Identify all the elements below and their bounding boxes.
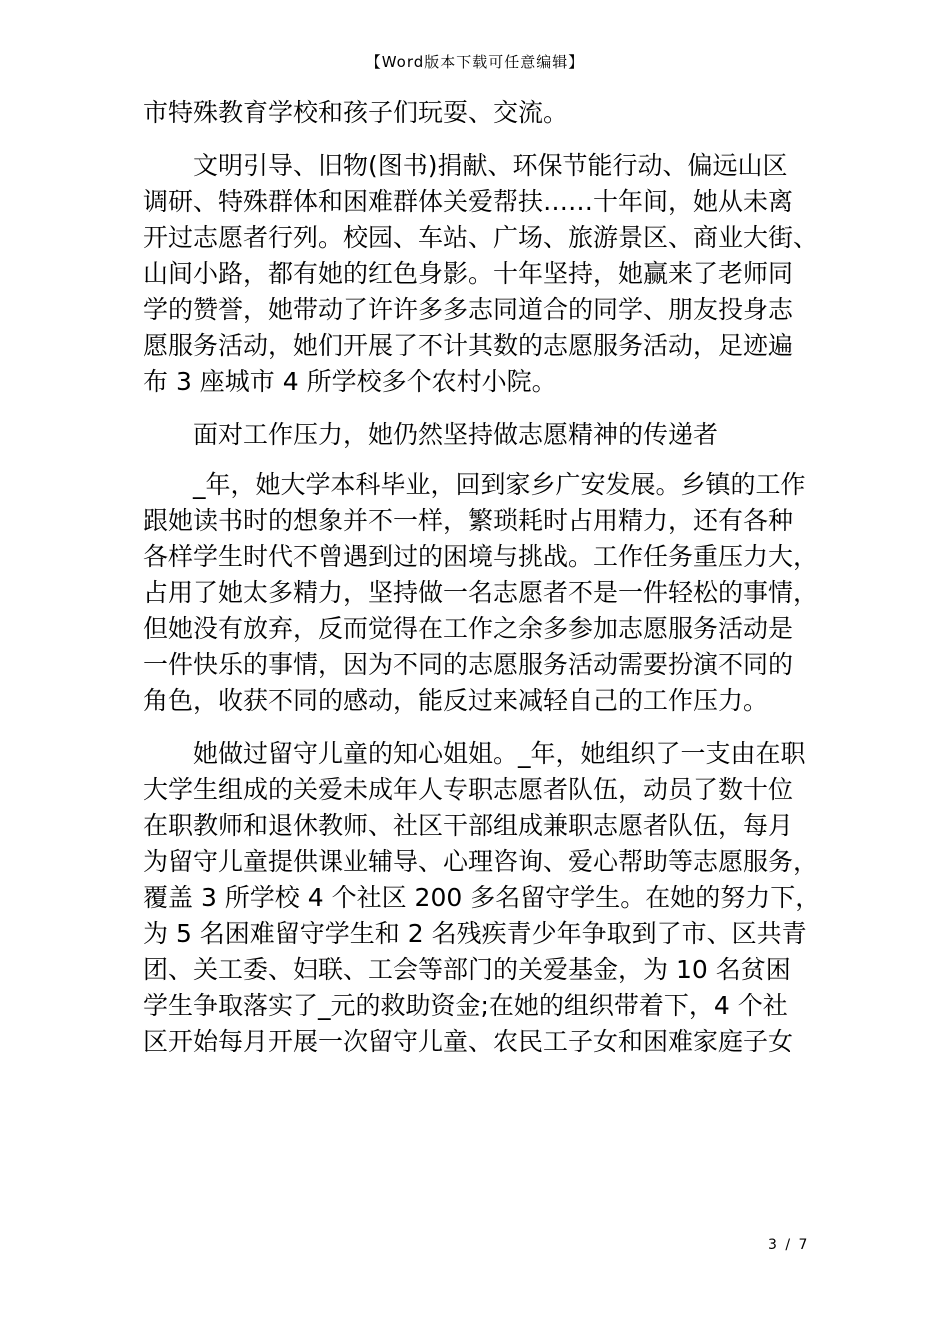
text-line: 为留守儿童提供课业辅导、心理咨询、爱心帮助等志愿服务， [143, 847, 819, 876]
section-heading [143, 417, 819, 453]
text-line: 覆盖 3 所学校 4 个社区 200 多名留守学生。在她的努力下， [143, 883, 821, 912]
paragraph [143, 95, 819, 131]
text-line: 角色，收获不同的感动，能反过来减轻自己的工作压力。 [143, 686, 769, 715]
text-line: 为 5 名困难留守学生和 2 名残疾青少年争取到了市、区共青 [143, 919, 807, 948]
document-body [143, 95, 819, 1060]
text-line: 各样学生时代不曾遇到过的困境与挑战。工作任务重压力大， [143, 542, 819, 571]
text-line: 一件快乐的事情，因为不同的志愿服务活动需要扮演不同的 [143, 650, 794, 679]
text-line: 调研、特殊群体和困难群体关爱帮扶……十年间，她从未离 [143, 187, 794, 216]
document-header: 【Word版本下载可任意编辑】 [365, 53, 585, 71]
text-line: 团、关工委、妇联、工会等部门的关爱基金，为 10 名贫困 [143, 955, 791, 984]
paragraph [143, 148, 819, 400]
text-line: _年，她大学本科毕业，回到家乡广安发展。乡镇的工作 [193, 470, 806, 499]
paragraph [143, 467, 819, 719]
text-line: 但她没有放弃，反而觉得在工作之余多参加志愿服务活动是 [143, 614, 794, 643]
text-line: 愿服务活动，她们开展了不计其数的志愿服务活动，足迹遍 [143, 331, 794, 360]
text-line: 山间小路，都有她的红色身影。十年坚持，她赢来了老师同 [143, 259, 794, 288]
text-line: 开过志愿者行列。校园、车站、广场、旅游景区、商业大街、 [143, 223, 819, 252]
text-line: 占用了她太多精力，坚持做一名志愿者不是一件轻松的事情， [143, 578, 819, 607]
text-line: 在职教师和退休教师、社区干部组成兼职志愿者队伍，每月 [143, 811, 794, 840]
text-line: 跟她读书时的想象并不一样，繁琐耗时占用精力，还有各种 [143, 506, 794, 535]
text-line: 学生争取落实了_元的救助资金;在她的组织带着下，4 个社 [143, 991, 788, 1020]
paragraph [143, 736, 819, 1060]
page-number: 3 / 7 [768, 1237, 810, 1253]
text-line: 大学生组成的关爱未成年人专职志愿者队伍，动员了数十位 [143, 775, 794, 804]
text-line: 她做过留守儿童的知心姐姐。_年，她组织了一支由在职 [193, 739, 806, 768]
text-line: 面对工作压力，她仍然坚持做志愿精神的传递者 [193, 420, 719, 449]
text-line: 文明引导、旧物(图书)捐献、环保节能行动、偏远山区 [193, 151, 788, 180]
text-line: 布 3 座城市 4 所学校多个农村小院。 [143, 367, 557, 396]
text-line: 市特殊教育学校和孩子们玩耍、交流。 [143, 98, 569, 127]
text-line: 学的赞誉，她带动了许许多多志同道合的同学、朋友投身志 [143, 295, 794, 324]
text-line: 区开始每月开展一次留守儿童、农民工子女和困难家庭子女 [143, 1027, 794, 1056]
